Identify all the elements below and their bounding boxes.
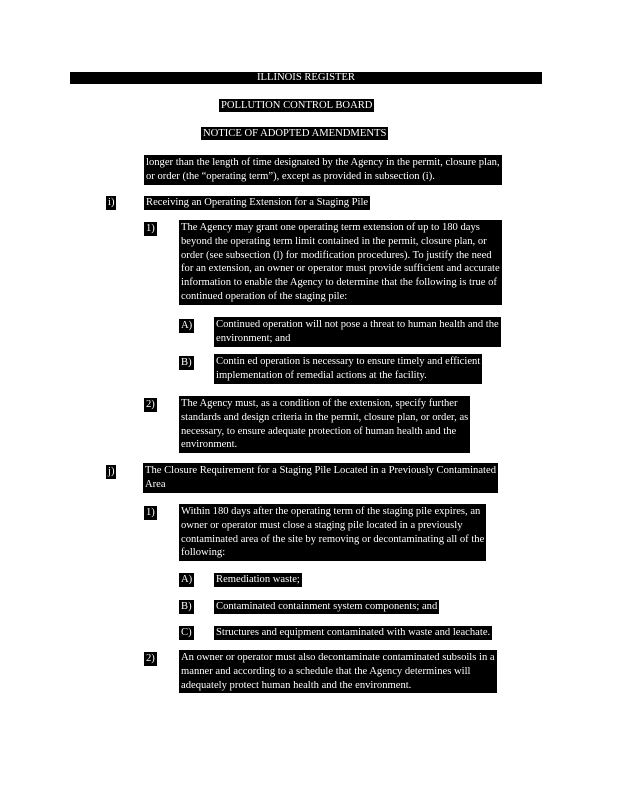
paragraph-line: An owner or operator must also decontaminate contaminated subsoils in a bbox=[181, 652, 495, 663]
section-j-heading bbox=[143, 463, 498, 493]
paragraph-line: The Agency must, as a condition of the extension, specify further bbox=[181, 398, 458, 409]
paragraph-line: Continued operation will not pose a threat to human health and the bbox=[216, 319, 499, 330]
section-j-item2-paragraph bbox=[179, 650, 497, 693]
intro-line: or order (the “operating term”), except as provided in subsection (i). bbox=[146, 170, 435, 182]
paragraph-line: adequately protect human health and the environment. bbox=[181, 679, 412, 691]
paragraph-line: necessary, to ensure adequate protection of human health and the bbox=[181, 425, 457, 437]
section-i-item2-marker: 2) bbox=[146, 399, 155, 410]
paragraph-line: beyond the operating term limit contained in the permit, closure plan, or bbox=[181, 235, 487, 247]
paragraph-line: information to enable the Agency to determine that the following is true of bbox=[181, 277, 497, 289]
section-j-subC-text: Structures and equipment contaminated with waste and leachate. bbox=[216, 627, 491, 638]
section-i-subB-marker: B) bbox=[181, 357, 192, 368]
section-i-subA-paragraph bbox=[214, 317, 501, 347]
paragraph-line: The Agency may grant one operating term extension of up to 180 days bbox=[181, 222, 480, 233]
notice-title: NOTICE OF ADOPTED AMENDMENTS bbox=[203, 128, 387, 139]
paragraph-line: continued operation of the staging pile: bbox=[181, 290, 348, 302]
section-j-subB-text: Contaminated containment system components; and bbox=[216, 601, 438, 612]
paragraph-line: standards and design criteria in the permit, closure plan, or order, as bbox=[181, 411, 469, 423]
heading-line: The Closure Requirement for a Staging Pile Located in a Previously Contaminated bbox=[145, 465, 496, 476]
section-i-subB-paragraph bbox=[214, 354, 482, 384]
intro-line: longer than the length of time designated by the Agency in the permit, closure plan, bbox=[146, 157, 500, 168]
paragraph-line: for an extension, an owner or operator must provide sufficient and accurate bbox=[181, 263, 500, 275]
section-i-item2-paragraph bbox=[179, 396, 470, 453]
section-i-marker: i) bbox=[108, 197, 115, 208]
paragraph-line: contaminated area of the site by removing or decontaminating all of the bbox=[181, 533, 485, 545]
section-j-subA-marker: A) bbox=[181, 574, 193, 585]
section-j-item1-marker: 1) bbox=[146, 507, 155, 518]
intro-paragraph bbox=[144, 155, 502, 185]
paragraph-line: environment. bbox=[181, 439, 238, 451]
section-j-item1-paragraph bbox=[179, 504, 486, 561]
paragraph-line: following: bbox=[181, 547, 226, 559]
paragraph-line: owner or operator must close a staging pile located in a previously bbox=[181, 519, 463, 531]
section-j-item2-marker: 2) bbox=[146, 653, 155, 664]
section-j-subA-text: Remediation waste; bbox=[216, 574, 300, 585]
section-j-subC-marker: C) bbox=[181, 627, 192, 638]
section-j-subB-marker: B) bbox=[181, 601, 192, 612]
paragraph-line: implementation of remedial actions at the facility. bbox=[216, 369, 427, 381]
heading-line: Area bbox=[145, 478, 166, 490]
section-i-subA-marker: A) bbox=[181, 320, 193, 331]
register-title: ILLINOIS REGISTER bbox=[70, 72, 542, 84]
section-i-heading: Receiving an Operating Extension for a Staging Pile bbox=[146, 197, 369, 208]
section-i-item1-paragraph bbox=[179, 220, 502, 305]
paragraph-line: Contin ed operation is necessary to ensure timely and efficient bbox=[216, 356, 481, 367]
section-j-marker: j) bbox=[108, 466, 115, 477]
paragraph-line: Within 180 days after the operating term of the staging pile expires, an bbox=[181, 506, 481, 517]
paragraph-line: order (see subsection (l) for modification procedures). To justify the need bbox=[181, 249, 492, 261]
section-i-item1-marker: 1) bbox=[146, 223, 155, 234]
paragraph-line: environment; and bbox=[216, 332, 291, 344]
board-title: POLLUTION CONTROL BOARD bbox=[221, 100, 373, 111]
paragraph-line: manner and according to a schedule that the Agency determines will bbox=[181, 665, 471, 677]
